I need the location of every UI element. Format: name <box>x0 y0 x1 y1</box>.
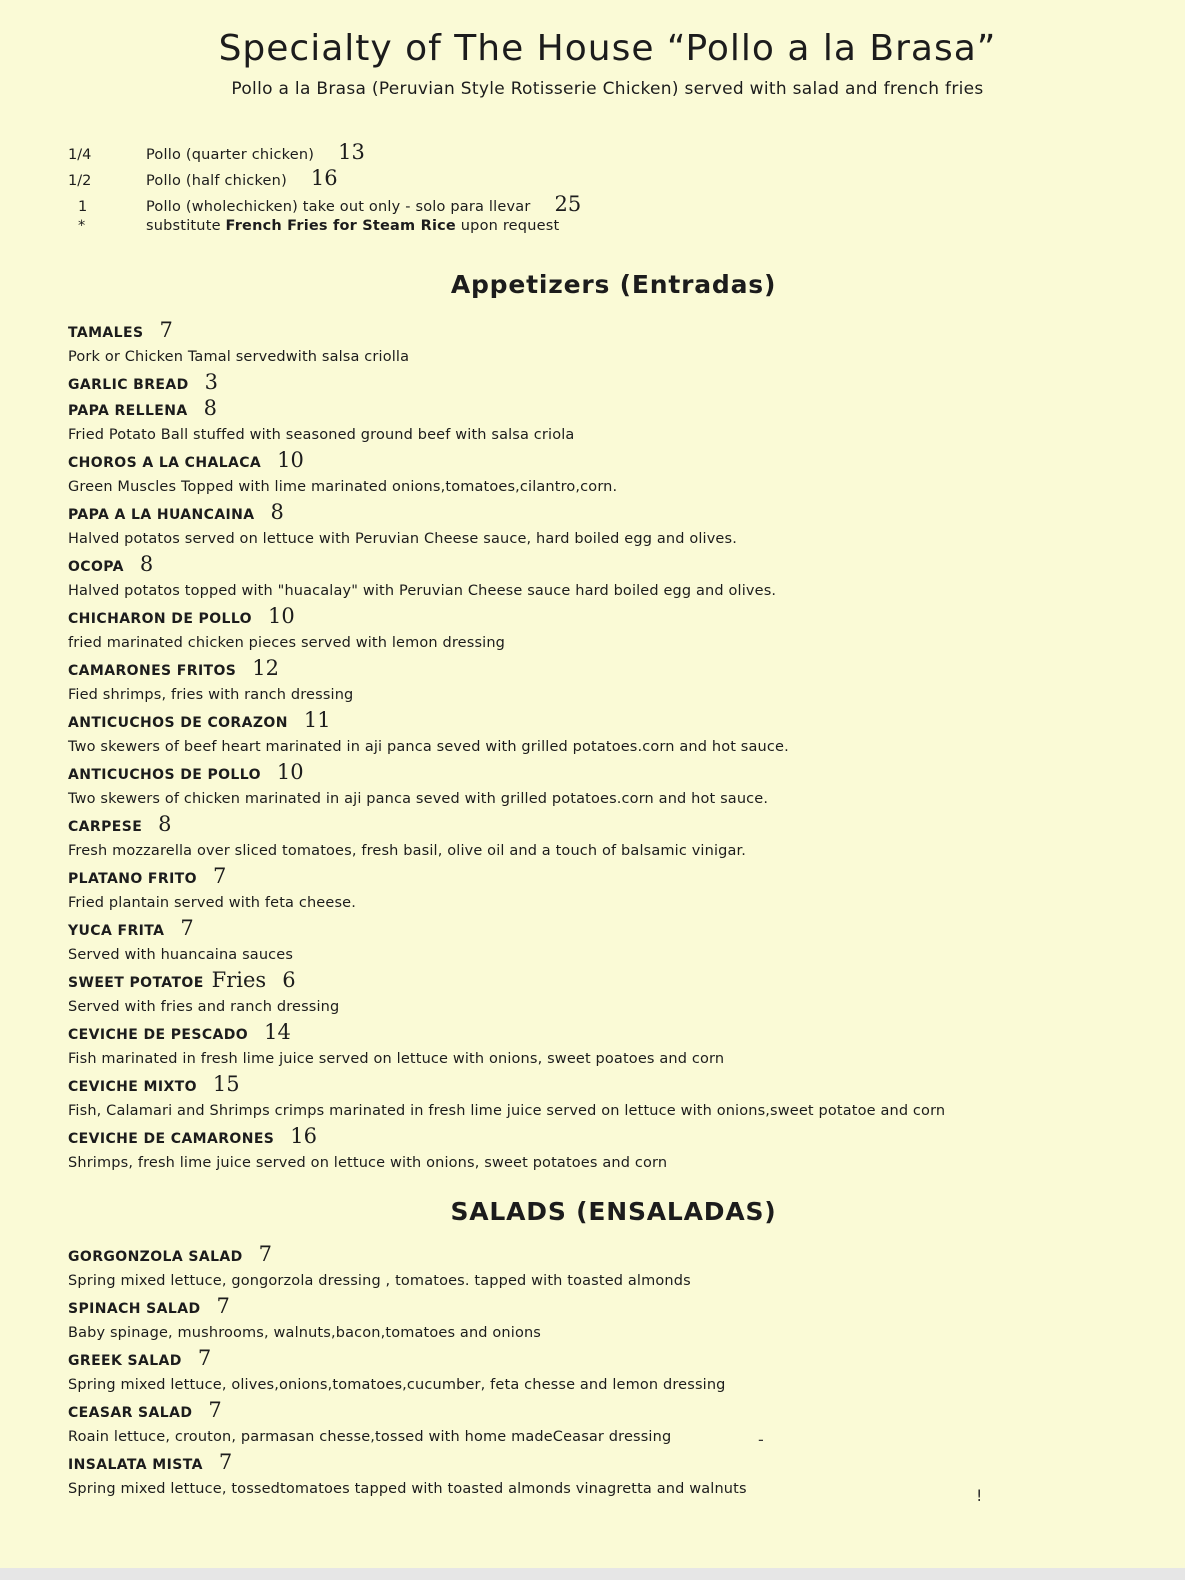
item-name: CEASAR SALAD <box>68 1405 193 1421</box>
item-description: Fried plantain served with feta cheese. <box>68 895 356 911</box>
item-price: 6 <box>282 968 296 992</box>
chicken-desc: Pollo (half chicken) <box>146 173 287 189</box>
page-title: Specialty of The House “Pollo a la Brasa” <box>218 28 997 69</box>
item-price: 14 <box>264 1020 291 1044</box>
menu-item <box>68 864 945 890</box>
item-name: CARPESE <box>68 819 143 835</box>
appetizers-heading: Appetizers (Entradas) <box>450 270 777 299</box>
item-price: 7 <box>258 1242 273 1266</box>
appetizers-list <box>68 318 945 1176</box>
item-name: SPINACH SALAD <box>68 1301 201 1317</box>
note-asterisk: * <box>78 218 86 234</box>
item-name: SWEET POTATOE <box>68 975 204 991</box>
item-description: Served with fries and ranch dressing <box>68 999 340 1015</box>
item-description: Spring mixed lettuce, tossedtomatoes tapped with toasted almonds vinagretta and walnuts <box>68 1481 747 1497</box>
menu-item <box>68 708 945 734</box>
item-description: Fish, Calamari and Shrimps crimps marinated in fresh lime juice served on lettuce with onions,sweet potatoe and corn <box>68 1103 946 1119</box>
menu-item <box>68 500 945 526</box>
note-suffix: upon request <box>455 218 560 234</box>
menu-item <box>68 1346 747 1372</box>
item-description: Shrimps, fresh lime juice served on lettuce with onions, sweet potatoes and corn <box>68 1155 668 1171</box>
item-price: 7 <box>212 864 227 888</box>
chicken-section <box>68 140 581 244</box>
item-name: TAMALES <box>68 325 144 341</box>
chicken-item <box>68 192 581 218</box>
menu-item <box>68 1072 945 1098</box>
item-price: 8 <box>139 552 154 576</box>
item-name: OCOPA <box>68 559 124 575</box>
item-price: 16 <box>290 1124 318 1148</box>
chicken-portion: 1 <box>78 199 88 215</box>
item-description: Halved potatos topped with "huacalay" with Peruvian Cheese sauce hard boiled egg and olives. <box>68 583 777 599</box>
item-name: PAPA A LA HUANCAINA <box>68 507 255 523</box>
item-description: Baby spinage, mushrooms, walnuts,bacon,tomatoes and onions <box>68 1325 542 1341</box>
item-name: CAMARONES FRITOS <box>68 663 237 679</box>
note-prefix: substitute <box>146 218 226 234</box>
item-name: CEVICHE MIXTO <box>68 1079 197 1095</box>
item-name: ANTICUCHOS DE CORAZON <box>68 715 288 731</box>
item-price: 7 <box>218 1450 233 1474</box>
menu-item <box>68 1450 747 1476</box>
item-price: 8 <box>270 500 284 524</box>
chicken-desc: Pollo (wholechicken) take out only - solo para llevar <box>146 199 531 215</box>
menu-item <box>68 760 945 786</box>
item-name: CHOROS A LA CHALACA <box>68 455 262 471</box>
item-price: 7 <box>216 1294 230 1318</box>
item-name: GREEK SALAD <box>68 1353 182 1369</box>
menu-item <box>68 1020 945 1046</box>
item-description: Roain lettuce, crouton, parmasan chesse,tossed with home madeCeasar dressing <box>68 1429 672 1445</box>
chicken-portion: 1/4 <box>68 147 92 163</box>
item-price: 8 <box>203 396 217 420</box>
item-price: 10 <box>267 604 295 628</box>
chicken-item <box>68 140 581 166</box>
page-bottom-edge <box>0 1568 1185 1580</box>
item-description: Fish marinated in fresh lime juice served on lettuce with onions, sweet poatoes and corn <box>68 1051 725 1067</box>
item-description: Fried Potato Ball stuffed with seasoned ground beef with salsa criola <box>68 427 575 443</box>
item-extra: Fries <box>211 968 267 992</box>
menu-item <box>68 812 945 838</box>
item-name: PAPA RELLENA <box>68 403 188 419</box>
stray-mark: ! <box>976 1486 983 1505</box>
item-price: 3 <box>204 370 219 394</box>
item-description: Two skewers of chicken marinated in aji panca seved with grilled potatoes.corn and hot sauce. <box>68 791 769 807</box>
chicken-note <box>68 218 581 244</box>
menu-item <box>68 318 945 344</box>
item-name: YUCA FRITA <box>68 923 165 939</box>
item-price: 7 <box>208 1398 222 1422</box>
item-name: GARLIC BREAD <box>68 377 189 393</box>
item-description: Spring mixed lettuce, gongorzola dressing , tomatoes. tapped with toasted almonds <box>68 1273 691 1289</box>
item-description: Pork or Chicken Tamal servedwith salsa criolla <box>68 349 410 365</box>
menu-item <box>68 1398 747 1424</box>
menu-item <box>68 396 945 422</box>
item-description: Halved potatos served on lettuce with Peruvian Cheese sauce, hard boiled egg and olives. <box>68 531 737 547</box>
item-price: 15 <box>212 1072 240 1096</box>
salads-list <box>68 1242 747 1502</box>
item-name: INSALATA MISTA <box>68 1457 203 1473</box>
item-price: 12 <box>252 656 280 680</box>
menu-item <box>68 448 945 474</box>
item-name: GORGONZOLA SALAD <box>68 1249 243 1265</box>
chicken-desc: Pollo (quarter chicken) <box>146 147 315 163</box>
page-subtitle: Pollo a la Brasa (Peruvian Style Rotisserie Chicken) served with salad and french fries <box>231 79 984 99</box>
salads-heading: SALADS (ENSALADAS) <box>450 1197 777 1226</box>
item-description: Fied shrimps, fries with ranch dressing <box>68 687 354 703</box>
item-price: 10 <box>277 448 304 472</box>
item-name: PLATANO FRITO <box>68 871 197 887</box>
item-price: 11 <box>303 708 331 732</box>
menu-item <box>68 1242 747 1268</box>
menu-item <box>68 604 945 630</box>
chicken-item <box>68 166 581 192</box>
item-name: CEVICHE DE PESCADO <box>68 1027 249 1043</box>
item-description: Fresh mozzarella over sliced tomatoes, fresh basil, olive oil and a touch of balsamic vinigar. <box>68 843 747 859</box>
menu-item <box>68 370 945 396</box>
menu-item <box>68 552 945 578</box>
item-name: CHICHARON DE POLLO <box>68 611 252 627</box>
item-price: 7 <box>159 318 173 342</box>
chicken-price: 16 <box>310 166 338 190</box>
item-description: Served with huancaina sauces <box>68 947 294 963</box>
menu-item <box>68 916 945 942</box>
menu-item <box>68 968 945 994</box>
note-bold: French Fries for Steam Rice <box>225 218 456 234</box>
stray-dot: - <box>758 1430 764 1449</box>
item-description: Spring mixed lettuce, olives,onions,tomatoes,cucumber, feta chesse and lemon dressing <box>68 1377 726 1393</box>
item-price: 8 <box>158 812 172 836</box>
item-name: CEVICHE DE CAMARONES <box>68 1131 275 1147</box>
item-price: 10 <box>276 760 304 784</box>
item-price: 7 <box>180 916 194 940</box>
item-name: ANTICUCHOS DE POLLO <box>68 767 261 783</box>
chicken-price: 25 <box>554 192 582 216</box>
menu-item <box>68 1294 747 1320</box>
item-price: 7 <box>197 1346 212 1370</box>
chicken-portion: 1/2 <box>68 173 92 189</box>
menu-item <box>68 656 945 682</box>
note-text <box>146 218 559 234</box>
item-description: Green Muscles Topped with lime marinated onions,tomatoes,cilantro,corn. <box>68 479 618 495</box>
item-description: fried marinated chicken pieces served with lemon dressing <box>68 635 506 651</box>
chicken-price: 13 <box>338 140 365 164</box>
menu-item <box>68 1124 945 1150</box>
item-description: Two skewers of beef heart marinated in aji panca seved with grilled potatoes.corn and hot sauce. <box>68 739 789 755</box>
